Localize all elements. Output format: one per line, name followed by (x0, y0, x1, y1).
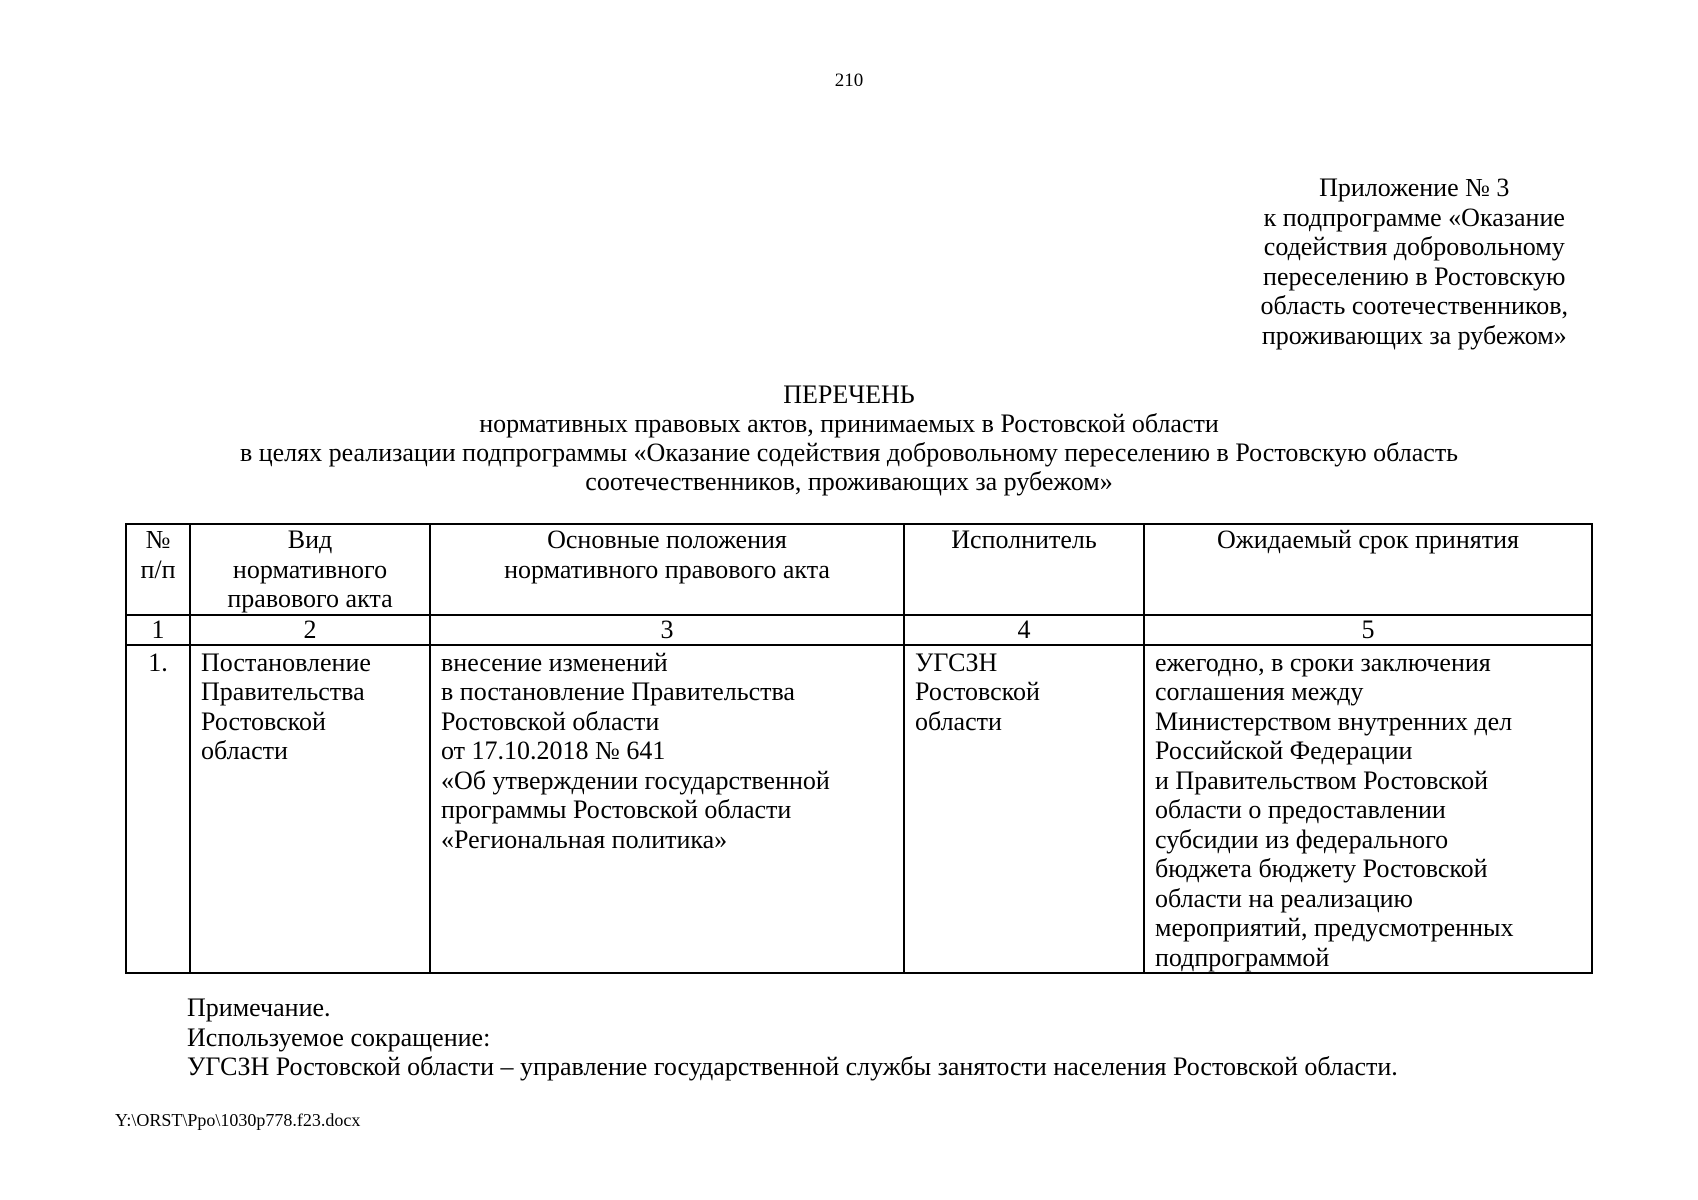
column-number: 3 (430, 615, 904, 645)
cell-line: Правительства (201, 677, 365, 706)
appendix-line: содействия добровольному (1263, 232, 1565, 261)
cell-line: «Региональная политика» (441, 824, 728, 854)
cell-line: бюджета бюджету Ростовской (1155, 854, 1488, 883)
appendix-line: область соотечественников, (1260, 291, 1568, 320)
page-number: 210 (834, 70, 864, 91)
note-abbrev-label: Используемое сокращение: (187, 1022, 491, 1052)
header-type (190, 524, 430, 615)
column-number: 5 (1144, 615, 1592, 645)
cell-line: Ростовской (201, 706, 326, 736)
title-line: в целях реализации подпрограммы «Оказание содействия добровольному переселению в Ростовскую область (239, 438, 1459, 467)
cell-line: области (201, 736, 288, 765)
cell-line: внесение изменений (441, 647, 668, 677)
note-abbrev-text: УГСЗН Ростовской области – управление государственной службы занятости населения Ростовской области. (187, 1052, 1398, 1081)
appendix-line: Приложение № 3 (1319, 173, 1510, 202)
header-line: Вид (287, 525, 333, 554)
row-provisions (430, 645, 904, 974)
header-deadline (1144, 524, 1592, 615)
table-row (126, 645, 1592, 974)
cell-line: от 17.10.2018 № 641 (441, 736, 666, 765)
header-line: Исполнитель (951, 525, 1097, 554)
cell-line: мероприятий, предусмотренных (1155, 913, 1514, 942)
column-number: 1 (126, 615, 190, 645)
header-line: Основные положения (547, 525, 787, 554)
cell-line: в постановление Правительства (441, 677, 795, 706)
column-number: 4 (904, 615, 1144, 645)
appendix-line: к подпрограмме «Оказание (1263, 202, 1565, 232)
cell-line: ежегодно, в сроки заключения (1155, 647, 1491, 677)
column-number: 2 (190, 615, 430, 645)
title-heading: ПЕРЕЧЕНЬ (783, 380, 915, 409)
header-line: правового акта (227, 584, 393, 613)
table-header-row (126, 524, 1592, 615)
note-block (187, 993, 1398, 1082)
cell-line: «Об утверждении государственной (441, 765, 830, 795)
file-path: Y:\ORST\Ppo\1030p778.f23.docx (115, 1110, 361, 1130)
title-line: нормативных правовых актов, принимаемых в Ростовской области (479, 409, 1219, 438)
header-num (126, 524, 190, 615)
cell-line: программы Ростовской области (441, 795, 792, 824)
appendix-block (1261, 173, 1568, 350)
header-line: п/п (140, 554, 176, 584)
appendix-line: переселению в Ростовскую (1263, 261, 1566, 291)
cell-line: Российской Федерации (1155, 736, 1413, 765)
row-deadline (1144, 645, 1592, 974)
cell-line: подпрограммой (1155, 942, 1330, 972)
cell-line: Ростовской (915, 677, 1040, 706)
cell-line: области о предоставлении (1155, 795, 1446, 824)
row-executor (904, 645, 1144, 974)
acts-table (125, 523, 1593, 974)
cell-line: и Правительством Ростовской (1155, 765, 1489, 795)
column-number-row (126, 615, 1592, 645)
row-type (190, 645, 430, 974)
cell-line: УГСЗН (915, 647, 998, 677)
appendix-line: проживающих за рубежом» (1261, 320, 1567, 350)
header-line: Ожидаемый срок принятия (1217, 525, 1519, 554)
row-number: 1. (126, 645, 190, 974)
title-line: соотечественников, проживающих за рубежом» (585, 467, 1113, 496)
header-provisions (430, 524, 904, 615)
document-title (0, 380, 1698, 496)
header-line: нормативного (232, 554, 388, 584)
cell-line: соглашения между (1155, 677, 1364, 706)
header-executor (904, 524, 1144, 615)
cell-line: области (915, 706, 1002, 736)
header-line: нормативного правового акта (504, 554, 830, 584)
header-line: № (145, 525, 171, 554)
cell-line: области на реализацию (1155, 883, 1413, 913)
cell-line: Министерством внутренних дел (1155, 706, 1513, 736)
cell-line: Ростовской области (441, 706, 660, 736)
note-label: Примечание. (187, 993, 331, 1022)
cell-line: субсидии из федерального (1155, 824, 1449, 854)
cell-line: Постановление (201, 647, 371, 677)
